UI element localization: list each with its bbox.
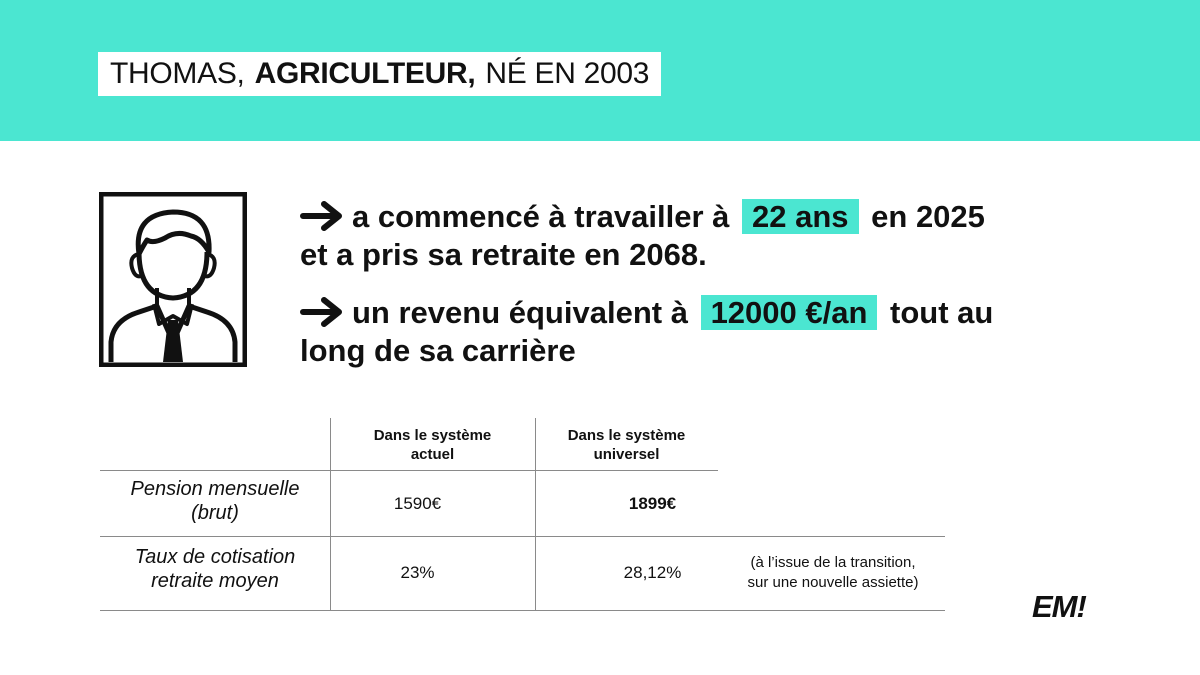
statement-1-line-2: et a pris sa retraite en 2068. [300, 237, 707, 272]
statement-1-line-1 [300, 198, 985, 236]
row-label-taux: Taux de cotisation retraite moyen [134, 546, 296, 592]
title-profession: AGRICULTEUR, [254, 57, 476, 90]
brand-logo: EM! [1032, 589, 1086, 624]
cell-taux-universel: 28,12% [623, 563, 682, 582]
comparison-table [100, 418, 950, 618]
highlight-age: 22 ans [742, 199, 859, 234]
statement-2-line-2: long de sa carrière [300, 333, 576, 368]
statement-2-text: un revenu équivalent à [352, 295, 688, 330]
arrow-right-icon [300, 201, 344, 231]
title-name: THOMAS, [110, 57, 245, 90]
table-divider [100, 470, 718, 471]
cell-pension-universel: 1899€ [628, 494, 677, 513]
transition-note: (à l’issue de la transition, sur une nouvelle assiette) [747, 554, 919, 591]
column-header-universel: Dans le système universel [567, 427, 686, 463]
person-avatar-icon [99, 192, 247, 367]
statement-1-after: en 2025 [871, 199, 985, 234]
statement-1-text: a commencé à travailler à [352, 199, 730, 234]
highlight-income: 12000 €/an [701, 295, 878, 330]
statement-2-line-1 [300, 294, 993, 332]
row-label-pension: Pension mensuelle (brut) [130, 478, 300, 524]
statement-2-after: tout au [890, 295, 994, 330]
table-divider [100, 610, 945, 611]
cell-taux-actuel: 23% [400, 563, 435, 582]
table-divider [100, 536, 945, 537]
column-header-actuel: Dans le système actuel [373, 427, 492, 463]
arrow-right-icon [300, 297, 344, 327]
page-title [98, 52, 661, 96]
cell-pension-actuel: 1590€ [393, 494, 442, 513]
title-birth: NÉ EN 2003 [485, 57, 650, 90]
